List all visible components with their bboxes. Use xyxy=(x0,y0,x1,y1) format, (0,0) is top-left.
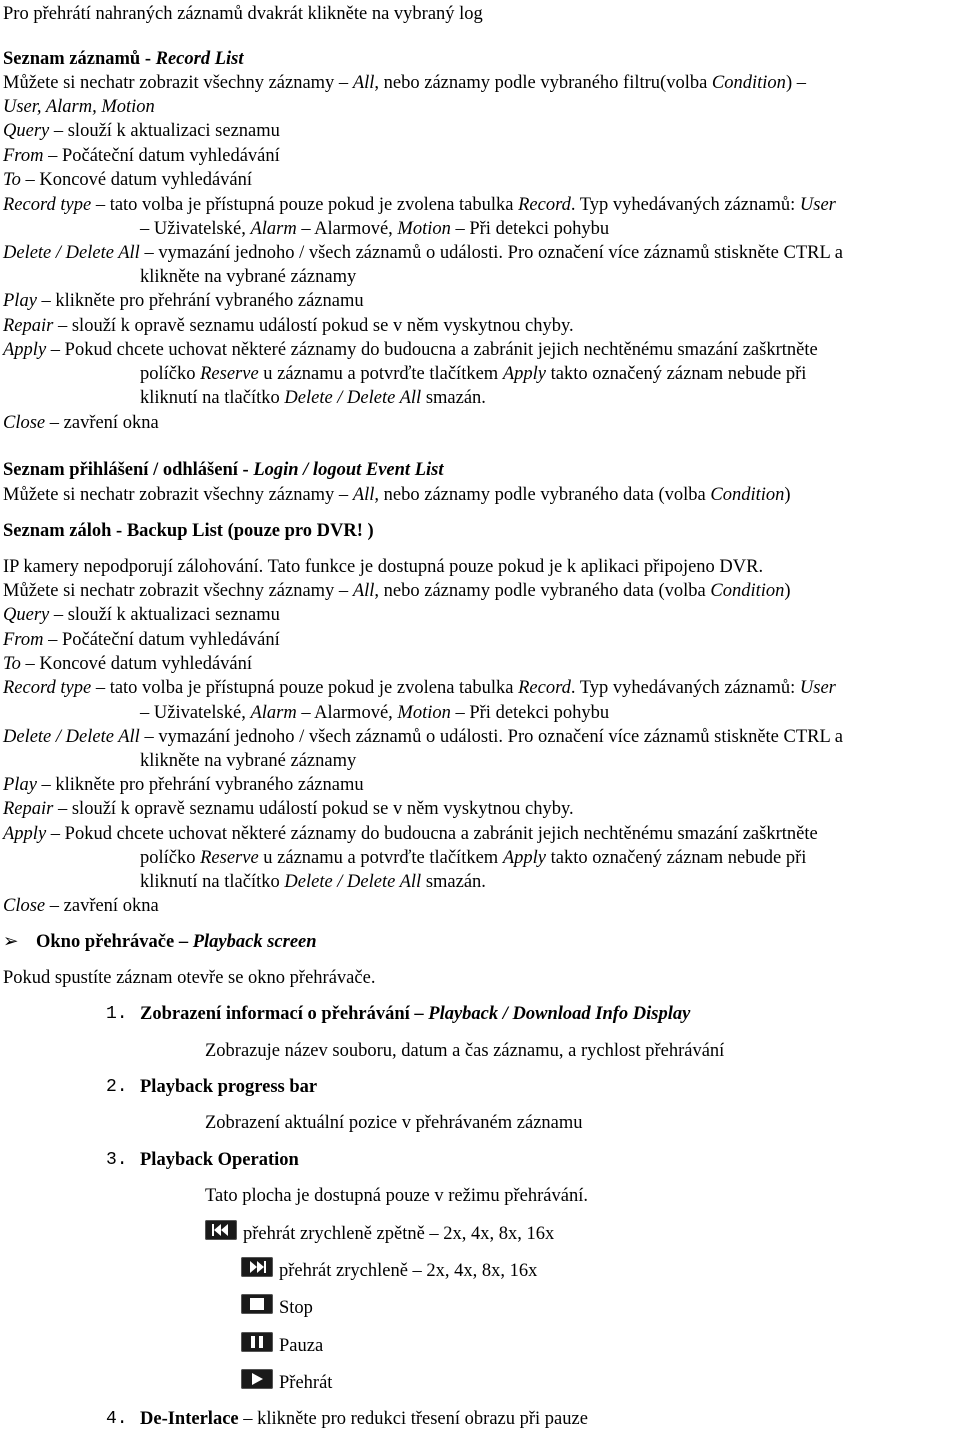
record-line-2: User, Alarm, Motion xyxy=(3,97,155,117)
record-list-heading: Seznam záznamů - Record List xyxy=(3,49,244,69)
item-description: Tato plocha je dostupná pouze v režimu přehrávání. xyxy=(205,1186,588,1206)
pause-icon xyxy=(241,1332,273,1352)
backup-play-line: Play – klikněte pro přehrání vybraného záznamu xyxy=(3,775,364,795)
control-label: přehrát zrychleně – 2x, 4x, 8x, 16x xyxy=(279,1261,538,1281)
record-delete-line: Delete / Delete All – vymazání jednoho / všech záznamů o události. Pro označení více záznamů stiskněte CTRL a xyxy=(3,243,843,263)
item-title: Playback progress bar xyxy=(140,1077,318,1097)
bullet-arrow-icon: ➢ xyxy=(3,932,19,952)
control-label: Pauza xyxy=(279,1336,324,1356)
record-close-line: Close – zavření okna xyxy=(3,413,159,433)
item-title: Zobrazení informací o přehrávání – Playback / Download Info Display xyxy=(140,1004,691,1024)
item-number: 4. xyxy=(106,1409,128,1429)
playback-heading: Okno přehrávače – Playback screen xyxy=(36,932,317,952)
item-number: 2. xyxy=(106,1077,128,1097)
backup-from-line: From – Počáteční datum vyhledávání xyxy=(3,630,280,650)
item-number: 1. xyxy=(106,1004,128,1024)
item-title: De-Interlace – klikněte pro redukci třesení obrazu při pauze xyxy=(140,1409,588,1429)
login-line-1: Můžete si nechatr zobrazit všechny záznamy – All, nebo záznamy podle vybraného data (volba Condition) xyxy=(3,485,791,505)
record-type-line-2: – Uživatelské, Alarm – Alarmové, Motion – Při detekci pohybu xyxy=(140,219,610,239)
item-number: 3. xyxy=(106,1150,128,1170)
rewind-icon xyxy=(205,1220,237,1240)
playback-intro: Pokud spustíte záznam otevře se okno přehrávače. xyxy=(3,968,376,988)
backup-apply-line: Apply – Pokud chcete uchovat některé záznamy do budoucna a zabránit jejich nechtěnému smazání zaškrtněte xyxy=(3,824,818,844)
item-description: Zobrazuje název souboru, datum a čas záznamu, a rychlost přehrávání xyxy=(205,1041,725,1061)
record-from-line: From – Počáteční datum vyhledávání xyxy=(3,146,280,166)
intro-text: Pro přehrátí nahraných záznamů dvakrát klikněte na vybraný log xyxy=(3,4,483,24)
record-apply-line-3: kliknutí na tlačítko Delete / Delete All smazán. xyxy=(140,388,486,408)
record-query-line: Query – slouží k aktualizaci seznamu xyxy=(3,121,280,141)
play-icon xyxy=(241,1369,273,1389)
item-title: Playback Operation xyxy=(140,1150,299,1170)
record-repair-line: Repair – slouží k opravě seznamu událostí pokud se v něm vyskytnou chyby. xyxy=(3,316,574,336)
backup-repair-line: Repair – slouží k opravě seznamu událostí pokud se v něm vyskytnou chyby. xyxy=(3,799,574,819)
stop-icon xyxy=(241,1294,273,1314)
backup-type-line: Record type – tato volba je přístupná pouze pokud je zvolena tabulka Record. Typ vyhedávaných záznamů: User xyxy=(3,678,836,698)
backup-delete-line-2: klikněte na vybrané záznamy xyxy=(140,751,357,771)
control-label: Stop xyxy=(279,1298,313,1318)
fast-forward-icon xyxy=(241,1257,273,1277)
backup-query-line: Query – slouží k aktualizaci seznamu xyxy=(3,605,280,625)
item-description: Zobrazení aktuální pozice v přehrávaném záznamu xyxy=(205,1113,583,1133)
control-label: Přehrát xyxy=(279,1373,333,1393)
control-label: přehrát zrychleně zpětně – 2x, 4x, 8x, 16x xyxy=(243,1224,555,1244)
backup-apply-line-2: políčko Reserve u záznamu a potvrďte tlačítkem Apply takto označený záznam nebude při xyxy=(140,848,807,868)
backup-list-heading: Seznam záloh - Backup List (pouze pro DVR! ) xyxy=(3,521,374,541)
record-play-line: Play – klikněte pro přehrání vybraného záznamu xyxy=(3,291,364,311)
record-type-line: Record type – tato volba je přístupná pouze pokud je zvolena tabulka Record. Typ vyhedávaných záznamů: User xyxy=(3,195,836,215)
login-list-heading: Seznam přihlášení / odhlášení - Login / logout Event List xyxy=(3,460,444,480)
backup-line-0: IP kamery nepodporují zálohování. Tato funkce je dostupná pouze pokud je k aplikaci připojeno DVR. xyxy=(3,557,764,577)
backup-line-1: Můžete si nechatr zobrazit všechny záznamy – All, nebo záznamy podle vybraného data (volba Condition) xyxy=(3,581,791,601)
record-delete-line-2: klikněte na vybrané záznamy xyxy=(140,267,357,287)
record-apply-line: Apply – Pokud chcete uchovat některé záznamy do budoucna a zabránit jejich nechtěnému smazání zaškrtněte xyxy=(3,340,818,360)
backup-close-line: Close – zavření okna xyxy=(3,896,159,916)
backup-to-line: To – Koncové datum vyhledávání xyxy=(3,654,253,674)
record-line-1: Můžete si nechatr zobrazit všechny záznamy – All, nebo záznamy podle vybraného filtru(volba Condition) – xyxy=(3,73,806,93)
record-to-line: To – Koncové datum vyhledávání xyxy=(3,170,253,190)
backup-type-line-2: – Uživatelské, Alarm – Alarmové, Motion – Při detekci pohybu xyxy=(140,703,610,723)
backup-delete-line: Delete / Delete All – vymazání jednoho / všech záznamů o události. Pro označení více záznamů stiskněte CTRL a xyxy=(3,727,843,747)
backup-apply-line-3: kliknutí na tlačítko Delete / Delete All smazán. xyxy=(140,872,486,892)
record-apply-line-2: políčko Reserve u záznamu a potvrďte tlačítkem Apply takto označený záznam nebude při xyxy=(140,364,807,384)
